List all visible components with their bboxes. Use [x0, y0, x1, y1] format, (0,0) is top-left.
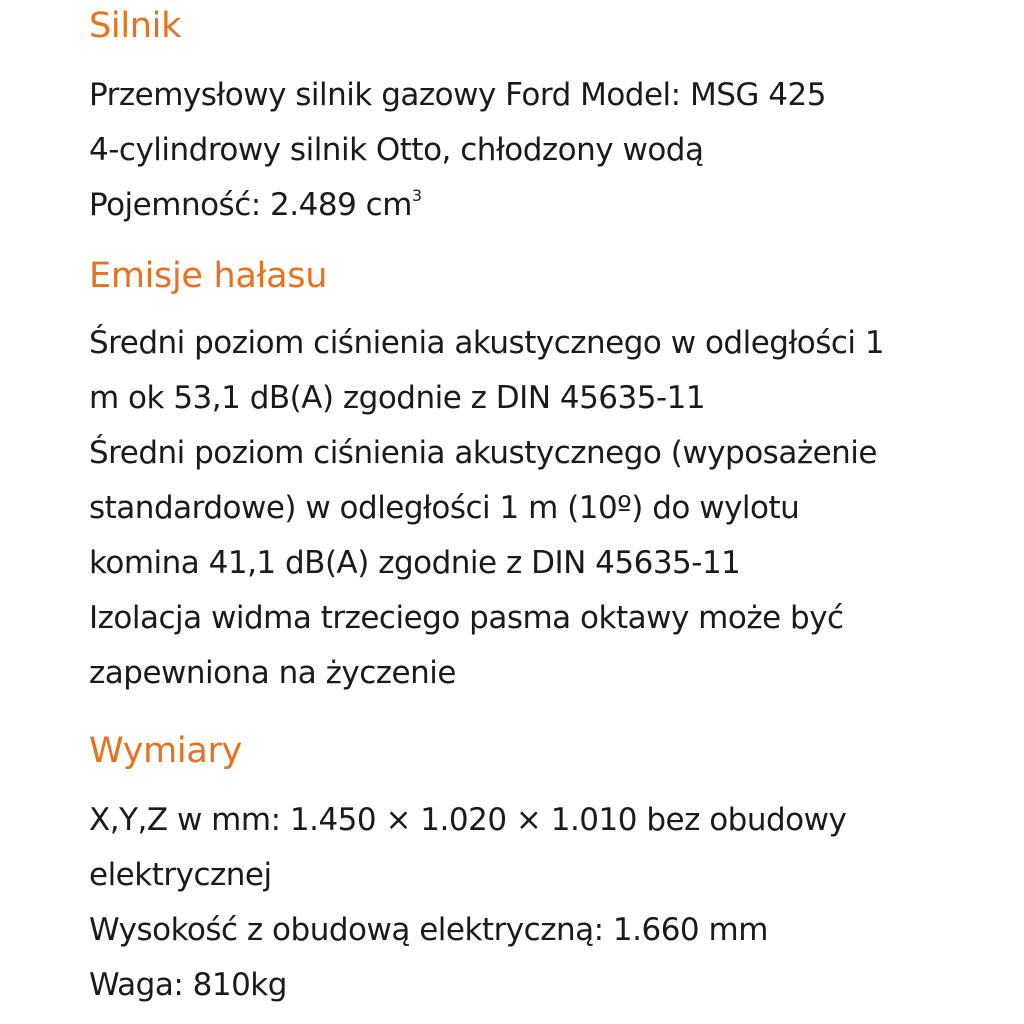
spec-line: standardowe) w odległości 1 m (10º) do wylotu [89, 490, 800, 526]
spec-line: 4-cylindrowy silnik Otto, chłodzony wodą [89, 132, 704, 168]
spec-line-capacity [89, 178, 826, 233]
spec-line: zapewniona na życzenie [89, 655, 456, 691]
spec-line: Wysokość z obudową elektryczną: 1.660 mm [89, 912, 768, 948]
spec-line: elektrycznej [89, 857, 272, 893]
section-emisje-halasu [89, 256, 884, 701]
spec-line: Przemysłowy silnik gazowy Ford Model: MSG 425 [89, 77, 826, 113]
section-heading-wymiary: Wymiary [89, 731, 242, 771]
spec-line: Średni poziom ciśnienia akustycznego (wyposażenie [89, 435, 877, 471]
capacity-superscript: 3 [411, 186, 422, 205]
section-heading-emisje: Emisje hałasu [89, 256, 328, 296]
capacity-text: Pojemność: 2.489 cm [89, 187, 412, 223]
spec-line: Średni poziom ciśnienia akustycznego w odległości 1 [89, 325, 885, 361]
spec-line: komina 41,1 dB(A) zgodnie z DIN 45635-11 [89, 545, 741, 581]
spec-line: Izolacja widma trzeciego pasma oktawy może być [89, 600, 844, 636]
spec-line: m ok 53,1 dB(A) zgodnie z DIN 45635-11 [89, 380, 706, 416]
section-heading-silnik: Silnik [89, 6, 182, 46]
spec-line: X,Y,Z w mm: 1.450 × 1.020 × 1.010 bez obudowy [89, 802, 847, 838]
spec-line: Waga: 810kg [89, 967, 287, 1003]
section-wymiary [89, 731, 846, 1013]
section-silnik [89, 6, 826, 233]
